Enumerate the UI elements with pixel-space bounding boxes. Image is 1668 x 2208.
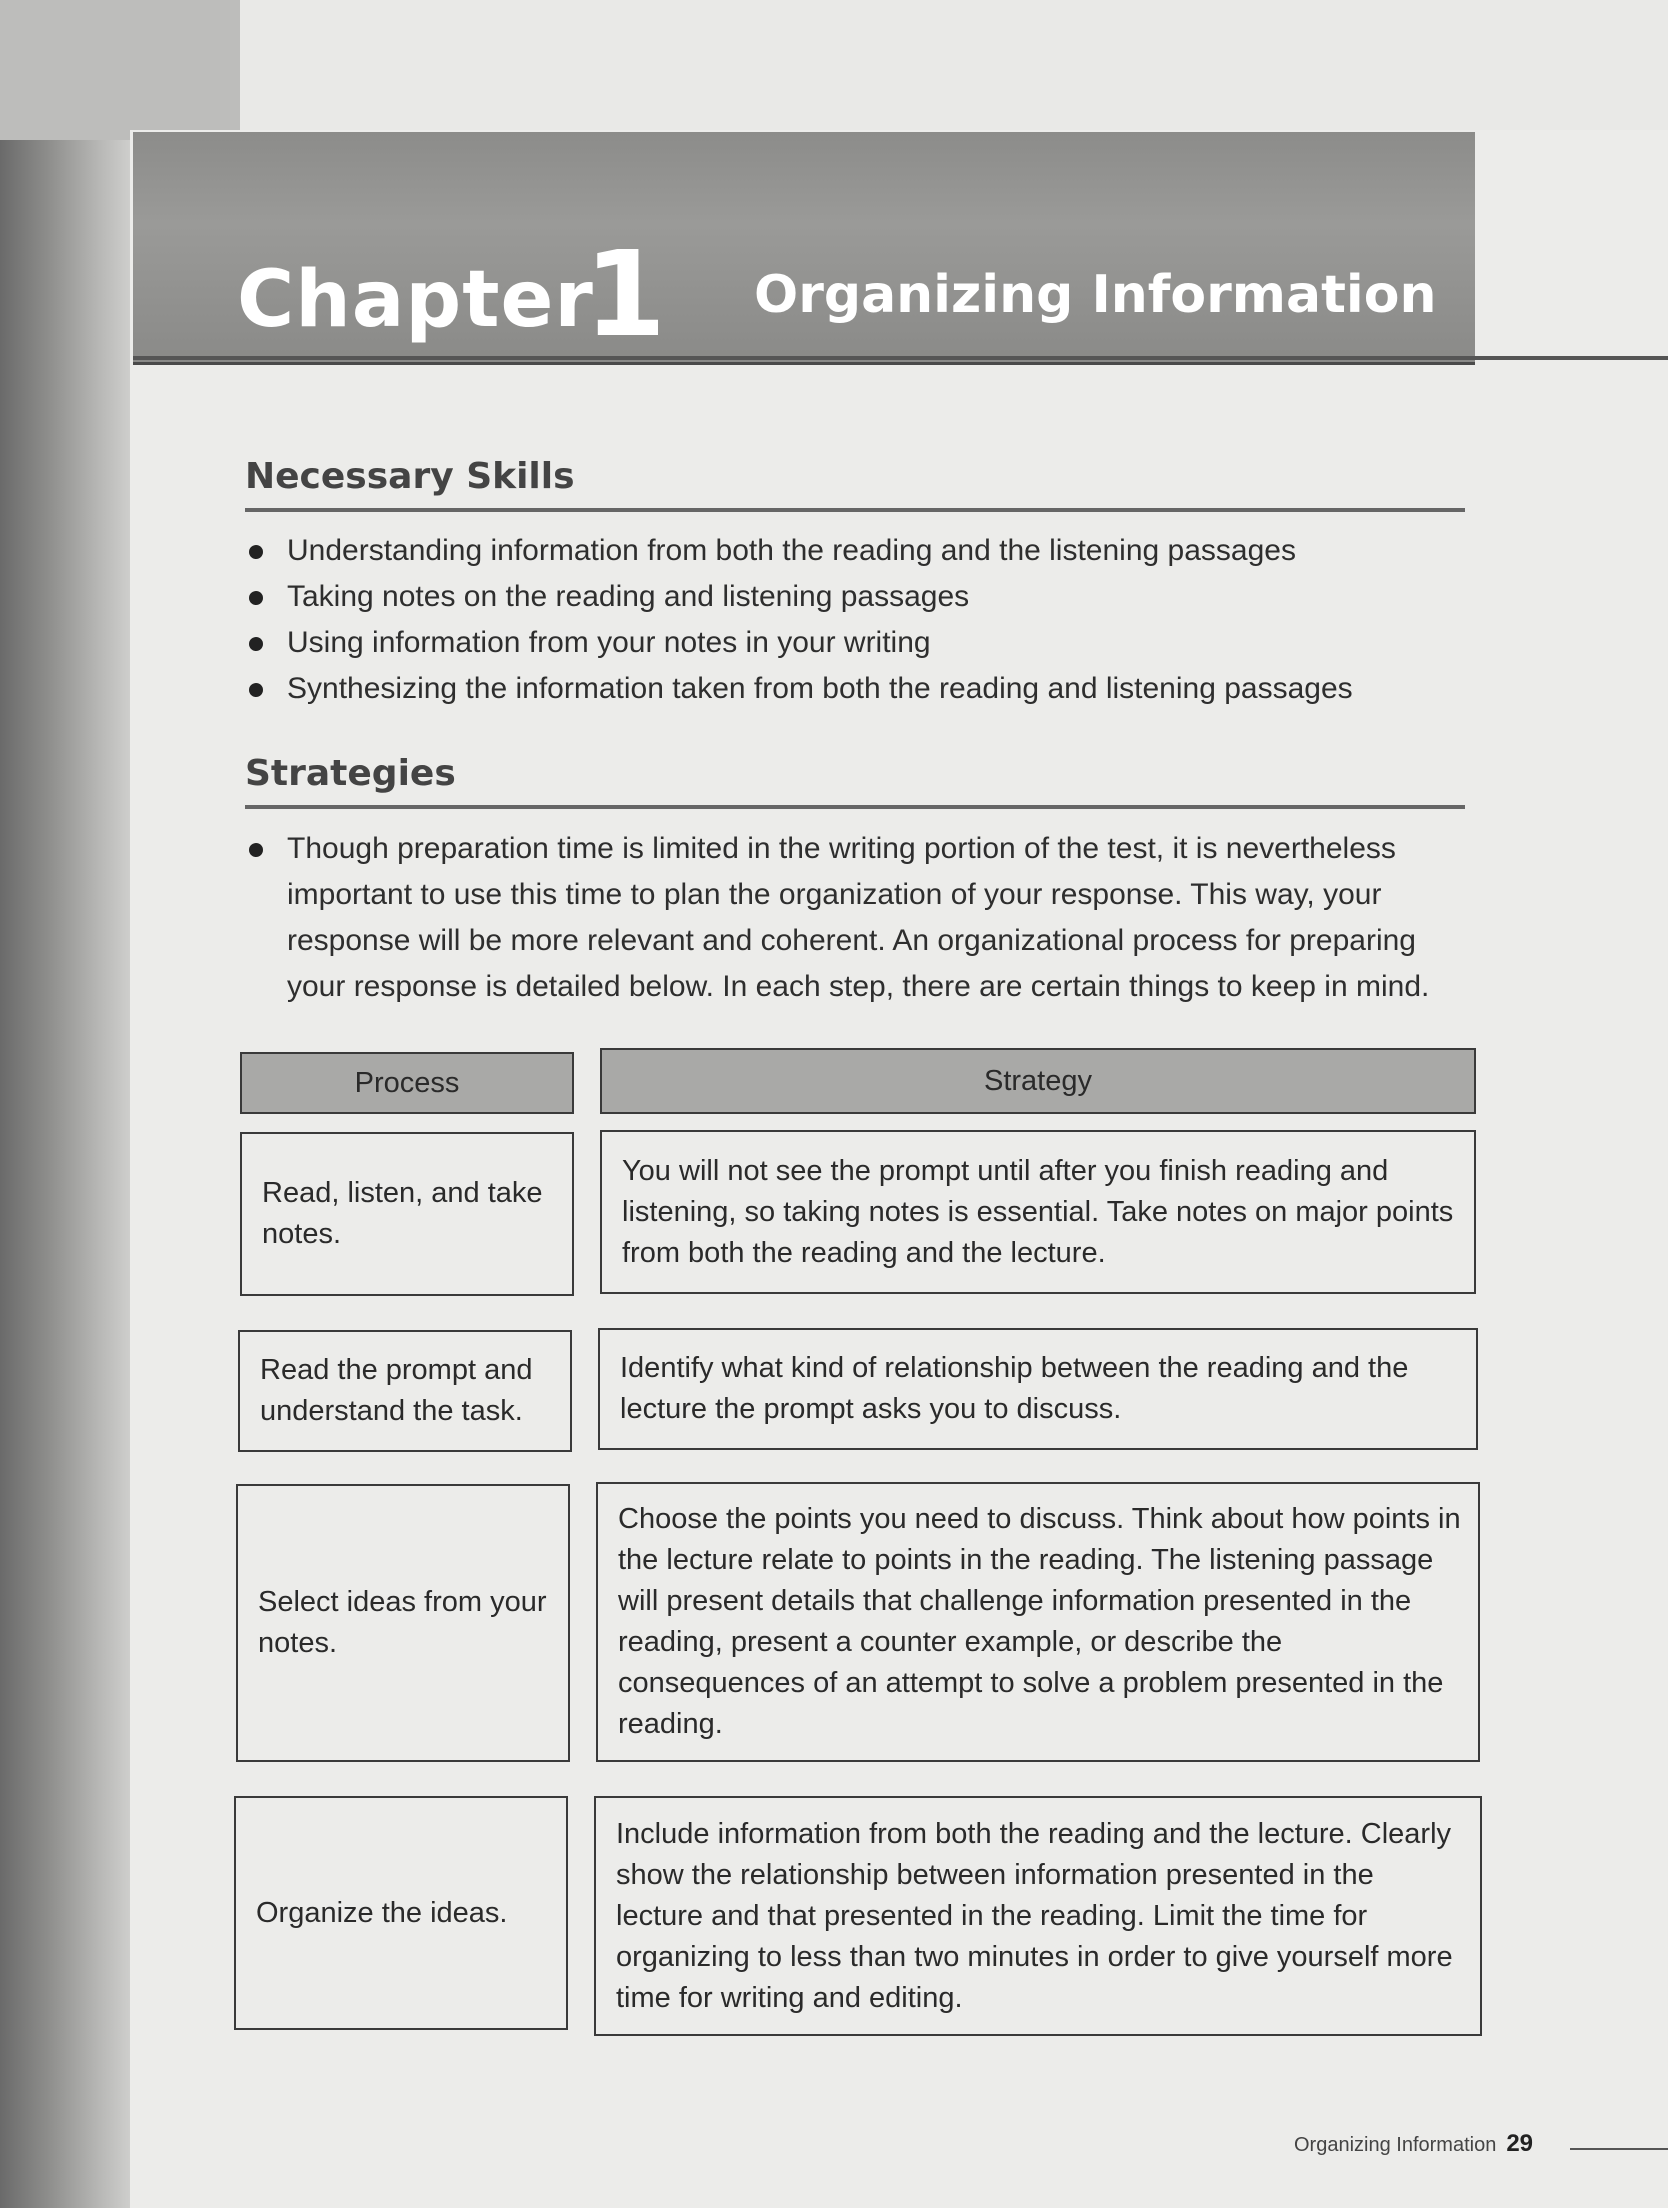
footer-rule (1570, 2148, 1668, 2150)
previous-page-edge (0, 0, 240, 140)
table-header-strategy (600, 1048, 1476, 1114)
strategies-rule (245, 805, 1465, 809)
table-row-strategy (600, 1130, 1476, 1294)
footer-section: Organizing Information (1294, 2134, 1497, 2156)
strategies-heading: Strategies (245, 753, 456, 794)
page-number: 29 (1506, 2130, 1534, 2157)
table-row-strategy (594, 1796, 1482, 2036)
table-row-strategy (598, 1328, 1478, 1450)
list-item: Though preparation time is limited in the writing portion of the test, it is nevertheless important to use this time to plan the organization of your response. This way, your response will be more relevant and coherent. An organizational process for preparing your response is detailed below. In each step, there are certain things to keep in mind. (245, 826, 1470, 1010)
strategy-text: You will not see the prompt until after you finish reading and listening, so taking notes is essential. Take notes on major points from both the reading and the lecture. (622, 1154, 1454, 1269)
necessary-skills-list (245, 528, 1353, 712)
page-footer (1294, 2130, 1533, 2158)
list-item: Using information from your notes in your writing (245, 620, 1353, 666)
strategy-text: Choose the points you need to discuss. Think about how points in the lecture relate to points in the reading. The listening passage will present details that challenge information presented in the reading, present a counter example, or describe the consequences of an attempt to solve a problem presented in the reading. (618, 1503, 1461, 1740)
necessary-skills-heading: Necessary Skills (245, 456, 575, 497)
table-header-process (240, 1052, 574, 1114)
process-text: Select ideas from your notes. (258, 1586, 547, 1659)
book-spine-shadow (0, 0, 135, 2208)
list-item: Synthesizing the information taken from both the reading and listening passages (245, 666, 1353, 712)
table-row-process (234, 1796, 568, 2030)
table-row-strategy (596, 1482, 1480, 1762)
table-row-process (238, 1330, 572, 1452)
strategy-text: Identify what kind of relationship between the reading and the lecture the prompt asks you to discuss. (620, 1352, 1409, 1425)
necessary-skills-rule (245, 508, 1465, 512)
process-text: Read, listen, and take notes. (262, 1177, 543, 1250)
table-row-process (236, 1484, 570, 1762)
table-row-process (240, 1132, 574, 1296)
list-item: Understanding information from both the reading and the listening passages (245, 528, 1353, 574)
chapter-title: Organizing Information (754, 265, 1437, 325)
chapter-number: 1 (584, 225, 667, 363)
strategy-text: Include information from both the reading and the lecture. Clearly show the relationship between information presented in the lecture and that presented in the reading. Limit the time for organizing to less than two minutes in order to give yourself more time for writing and editing. (616, 1817, 1453, 2014)
header-rule (133, 356, 1668, 360)
process-text: Organize the ideas. (256, 1896, 508, 1929)
header-label: Process (354, 1066, 460, 1099)
process-text: Read the prompt and understand the task. (260, 1354, 533, 1427)
strategies-list (245, 826, 1470, 1010)
chapter-label: Chapter (237, 255, 594, 345)
header-label: Strategy (984, 1064, 1092, 1097)
list-item: Taking notes on the reading and listening passages (245, 574, 1353, 620)
